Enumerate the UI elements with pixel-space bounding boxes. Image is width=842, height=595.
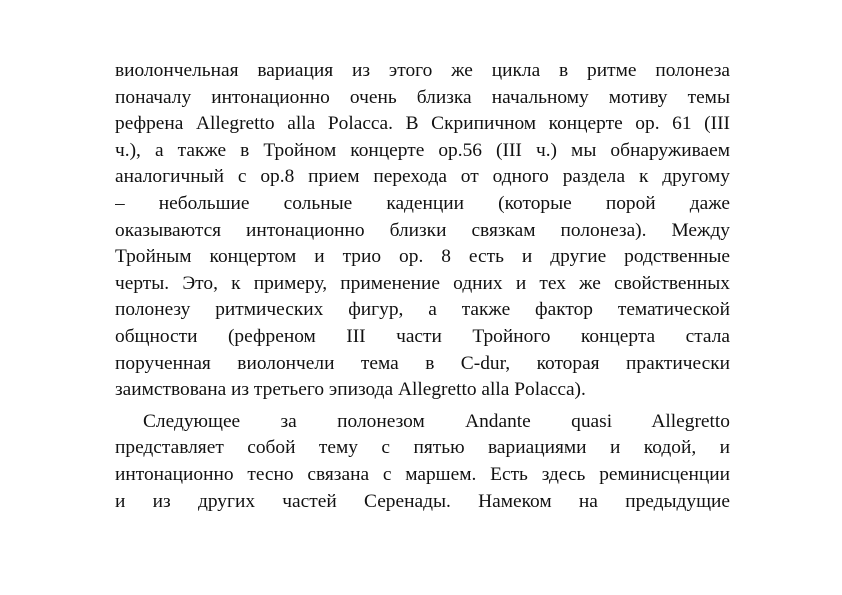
- text-line: аналогичный с ор.8 прием перехода от одного раздела к другому: [115, 166, 730, 188]
- text-line: полонезу ритмических фигур, а также фактор тематической: [115, 299, 730, 321]
- text-line: общности (рефреном III части Тройного концерта стала: [115, 325, 730, 347]
- text-line: Следующее за полонезом Andante quasi Allegretto: [143, 410, 730, 432]
- text-line: рефрена Allegretto alla Polacca. В Скрипичном концерте ор. 61 (III: [115, 113, 730, 135]
- paragraph-1: [115, 58, 730, 404]
- text-line: заимствована из третьего эпизода Allegretto alla Polacca).: [115, 379, 586, 401]
- paragraph-2: [115, 409, 730, 515]
- text-line: черты. Это, к примеру, применение одних и тех же свойственных: [115, 272, 730, 294]
- text-line: оказываются интонационно близки связкам полонеза). Между: [115, 219, 730, 241]
- text-line: ч.), а также в Тройном концерте ор.56 (III ч.) мы обнаруживаем: [115, 139, 730, 161]
- text-line: представляет собой тему с пятью вариациями и кодой, и: [115, 437, 730, 459]
- text-line: виолончельная вариация из этого же цикла в ритме полонеза: [115, 60, 730, 81]
- text-line: порученная виолончели тема в C-dur, которая практически: [115, 352, 730, 374]
- text-line: интонационно тесно связана с маршем. Есть здесь реминисценции: [115, 463, 730, 485]
- text-line: Тройным концертом и трио ор. 8 есть и другие родственные: [115, 246, 730, 268]
- text-line: – небольшие сольные каденции (которые порой даже: [115, 192, 730, 214]
- text-line: поначалу интонационно очень близка начальному мотиву темы: [115, 86, 730, 108]
- text-line: и из других частей Серенады. Намеком на предыдущие: [115, 490, 730, 512]
- body-text: [115, 58, 730, 515]
